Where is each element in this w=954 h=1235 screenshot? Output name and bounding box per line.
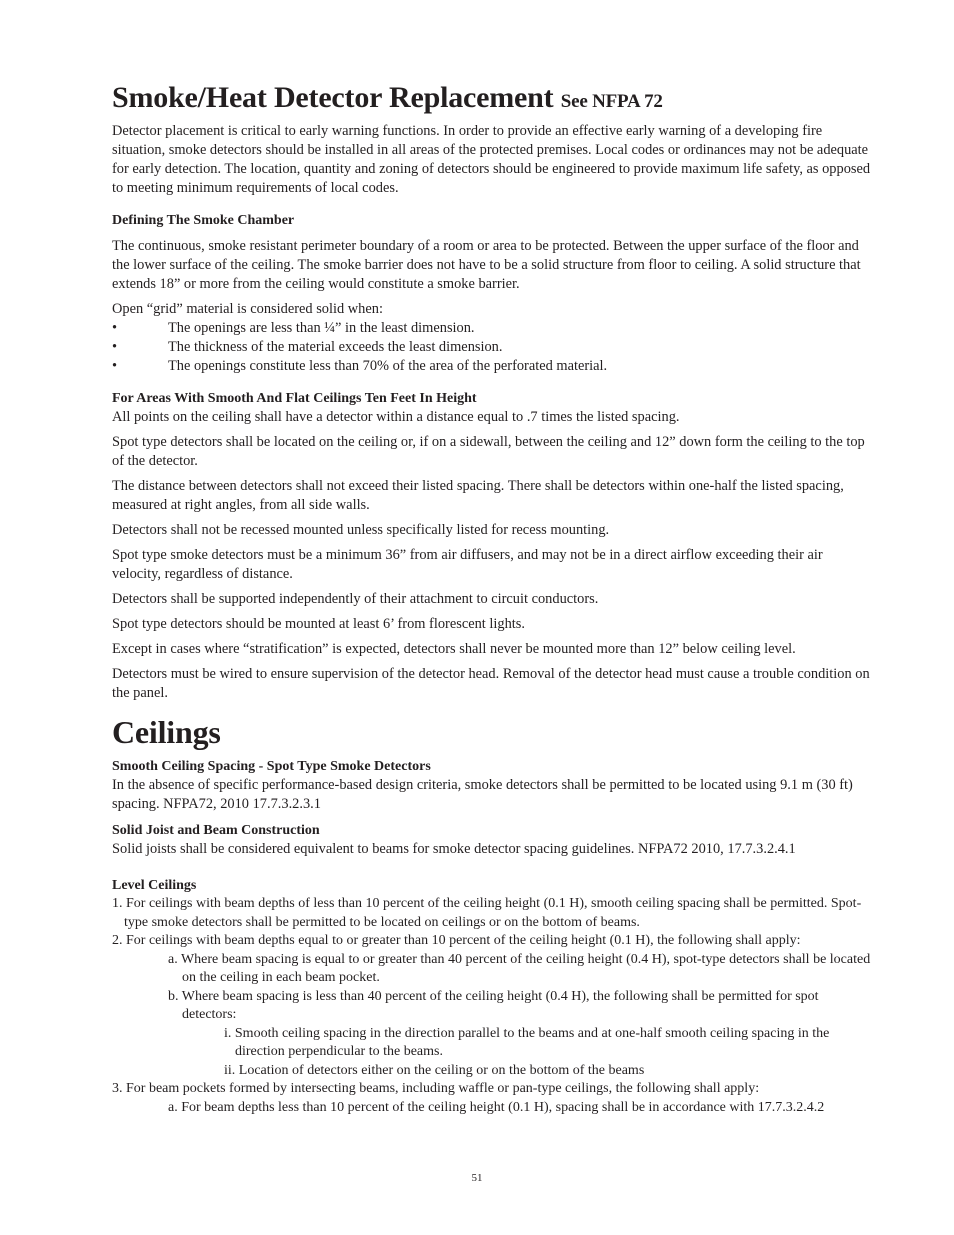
level-item-2b-i: i. Smooth ceiling spacing in the direction parallel to the beams and at one-half smooth ceiling spacing in the direction perpendicular to the beams.	[224, 1025, 830, 1059]
list-item	[112, 338, 872, 357]
bullet-text: The openings are less than ¼” in the least dimension.	[168, 320, 475, 336]
areas-paragraph: Detectors shall be supported independently of their attachment to circuit conductors.	[112, 591, 599, 607]
heading-solid-joist: Solid Joist and Beam Construction	[112, 823, 320, 838]
heading-level-ceilings: Level Ceilings	[112, 878, 197, 893]
heading-smoke-chamber: Defining The Smoke Chamber	[112, 213, 295, 228]
list-item	[112, 319, 872, 338]
areas-paragraph: Spot type detectors should be mounted at least 6’ from florescent lights.	[112, 616, 525, 632]
section-title-ceilings: Ceilings	[112, 714, 221, 750]
list-item	[112, 357, 872, 376]
areas-paragraph: All points on the ceiling shall have a detector within a distance equal to .7 times the listed spacing.	[112, 409, 680, 425]
heading-smooth-ceiling-spacing: Smooth Ceiling Spacing - Spot Type Smoke Detectors	[112, 759, 431, 774]
bullet-text: The thickness of the material exceeds the least dimension.	[168, 339, 503, 355]
areas-paragraph: Detectors must be wired to ensure supervision of the detector head. Removal of the detector head must cause a trouble condition on the panel.	[112, 666, 870, 701]
chamber-paragraph: The continuous, smoke resistant perimeter boundary of a room or area to be protected. Between the upper surface of the floor and the lower surface of the ceiling. The smoke barrier does not have to be a solid structure from floor to ceiling. A solid structure that extends 18” or more from the ceiling would constitute a smoke barrier.	[112, 238, 861, 292]
areas-paragraph: Except in cases where “stratification” is expected, detectors shall never be mounted more than 12” below ceiling level.	[112, 641, 796, 657]
bullet-icon: •	[112, 320, 118, 336]
title-suffix: See NFPA 72	[560, 91, 663, 112]
level-item-3: 3. For beam pockets formed by intersecting beams, including waffle or pan-type ceilings, the following shall apply:	[112, 1081, 760, 1096]
level-item-2b: b. Where beam spacing is less than 40 percent of the ceiling height (0.4 H), the following shall be permitted for spot detectors:	[168, 988, 819, 1022]
level-item-2a: a. Where beam spacing is equal to or greater than 40 percent of the ceiling height (0.4 H), spot-type detectors shall be located on the ceiling in each beam pocket.	[168, 951, 871, 985]
bullet-icon: •	[112, 339, 118, 355]
level-item-2b-ii: ii. Location of detectors either on the ceiling or on the bottom of the beams	[224, 1062, 645, 1078]
bullet-icon: •	[112, 358, 118, 374]
grid-bullet-list	[112, 319, 872, 376]
areas-paragraph: The distance between detectors shall not exceed their listed spacing. There shall be detectors within one-half the listed spacing, measured at right angles, from all side walls.	[112, 478, 844, 513]
level-item-3a: a. For beam depths less than 10 percent of the ceiling height (0.1 H), spacing shall be in accordance with 17.7.3.2.4.2	[168, 1099, 825, 1115]
level-item-2: 2. For ceilings with beam depths equal to or greater than 10 percent of the ceiling height (0.1 H), the following shall apply:	[112, 933, 801, 948]
grid-intro: Open “grid” material is considered solid when:	[112, 301, 383, 317]
section-title-smoke-heat	[112, 80, 872, 120]
areas-paragraph: Detectors shall not be recessed mounted unless specifically listed for recess mounting.	[112, 522, 610, 538]
level-item-1: 1. For ceilings with beam depths of less than 10 percent of the ceiling height (0.1 H), smooth ceiling spacing shall be permitted. Spot-type smoke detectors shall be permitted to be located on ceilings or on the bottom of beams.	[112, 896, 862, 930]
bullet-text: The openings constitute less than 70% of the area of the perforated material.	[168, 358, 608, 374]
smooth-spacing-paragraph: In the absence of specific performance-based design criteria, smoke detectors shall be permitted to be located using 9.1 m (30 ft) spacing. NFPA72, 2010 17.7.3.2.3.1	[112, 777, 853, 812]
page-number: 51	[471, 1172, 483, 1184]
title-main: Smoke/Heat Detector Replacement	[112, 81, 554, 114]
areas-paragraph: Spot type detectors shall be located on the ceiling or, if on a sidewall, between the ceiling and 12” down form the ceiling to the top of the detector.	[112, 434, 865, 469]
heading-smooth-flat-ceilings: For Areas With Smooth And Flat Ceilings Ten Feet In Height	[112, 391, 477, 406]
intro-paragraph: Detector placement is critical to early warning functions. In order to provide an effective early warning of a developing fire situation, smoke detectors should be installed in all areas of the protected premises. Local codes or ordinances may not be adequate for early detection. The location, quantity and zoning of detectors should be engineered to provide maximum life safety, as opposed to meeting minimum requirements of local codes.	[112, 123, 871, 196]
page-content	[112, 80, 872, 1117]
areas-paragraph: Spot type smoke detectors must be a minimum 36” from air diffusers, and may not be in a direct airflow exceeding their air velocity, regardless of distance.	[112, 547, 823, 582]
joist-paragraph: Solid joists shall be considered equivalent to beams for smoke detector spacing guidelines. NFPA72 2010, 17.7.3.2.4.1	[112, 841, 796, 857]
